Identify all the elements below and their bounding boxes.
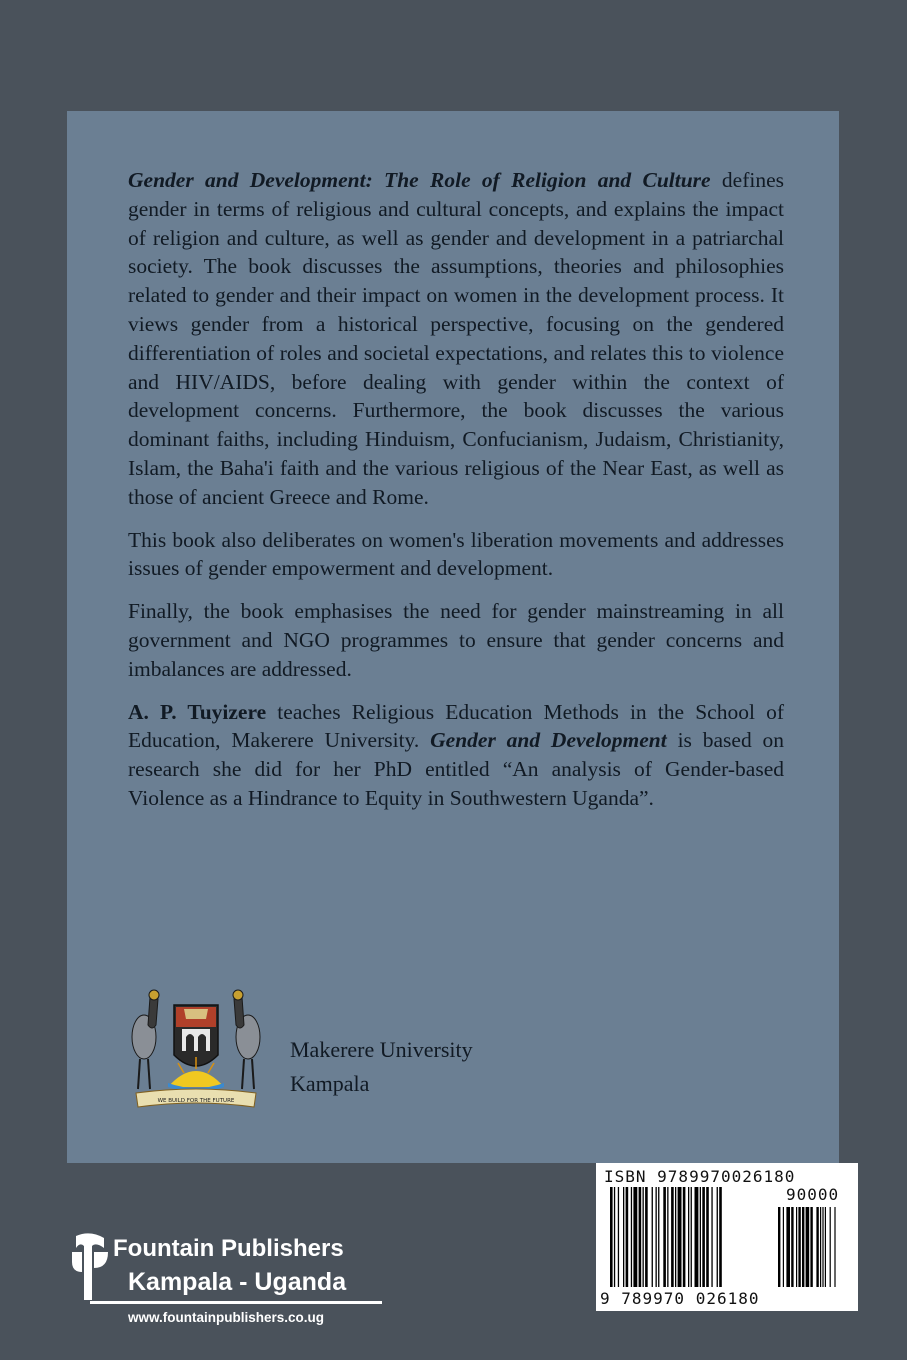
author-bio-text-b: is based on research she did for her PhD entitled “An analysis of Gender-based Violence as a Hindrance to Equity in Southwestern Uganda”.: [128, 728, 785, 810]
description-paragraph-3: Finally, the book emphasises the need for gender mainstreaming in all government and NGO programmes to ensure that gender concerns and imbalances are addressed.: [128, 599, 784, 681]
institution-city: Kampala: [290, 1071, 370, 1096]
book-description: [128, 166, 784, 827]
fountain-publishers-logo-icon: [70, 1232, 110, 1304]
isbn-text: ISBN 9789970026180: [604, 1167, 796, 1186]
book-title: Gender and Development: The Role of Religion and Culture: [128, 168, 711, 192]
barcode-icon: [610, 1187, 850, 1293]
publisher-city: Kampala - Uganda: [128, 1268, 347, 1296]
university-crest-icon: [120, 985, 272, 1115]
institution-name: Makerere University: [290, 1037, 473, 1062]
publisher-divider: [90, 1301, 382, 1304]
description-paragraph-1: [128, 166, 784, 512]
author-bio: [128, 698, 784, 813]
ean-digits: 9 789970 026180: [600, 1289, 760, 1308]
institution-block: [290, 1033, 473, 1101]
description-body: defines gender in terms of religious and cultural concepts, and explains the impact of religion and culture, as well as gender and development in a patriarchal society. The book discusses the assumptions, theories and philosophies related to gender and their impact on women in the development process. It views gender from a historical perspective, focusing on the gendered differentiation of roles and societal expectations, and relates this to violence and HIV/AIDS, before dealing with gender within the context of development concerns. Furthermore, the book discusses the various dominant faiths, including Hinduism, Confucianism, Judaism, Christianity, Islam, the Baha'i faith and the various religious of the Near East, as well as those of ancient Greece and Rome.: [128, 168, 784, 509]
barcode-addon: 90000: [786, 1185, 840, 1204]
crest-motto: WE BUILD FOR THE FUTURE: [157, 1098, 235, 1104]
author-bio-book-title: Gender and Development: [430, 728, 667, 753]
author-bio-text-a: teaches Religious Education Methods in the School of Education, Makerere University.: [128, 699, 784, 753]
author-name: A. P. Tuyizere: [128, 699, 267, 724]
publisher-name: Fountain Publishers: [113, 1235, 344, 1262]
description-paragraph-2: This book also deliberates on women's liberation movements and addresses issues of gender empowerment and development.: [128, 527, 784, 581]
publisher-url: www.fountainpublishers.co.ug: [128, 1310, 325, 1325]
